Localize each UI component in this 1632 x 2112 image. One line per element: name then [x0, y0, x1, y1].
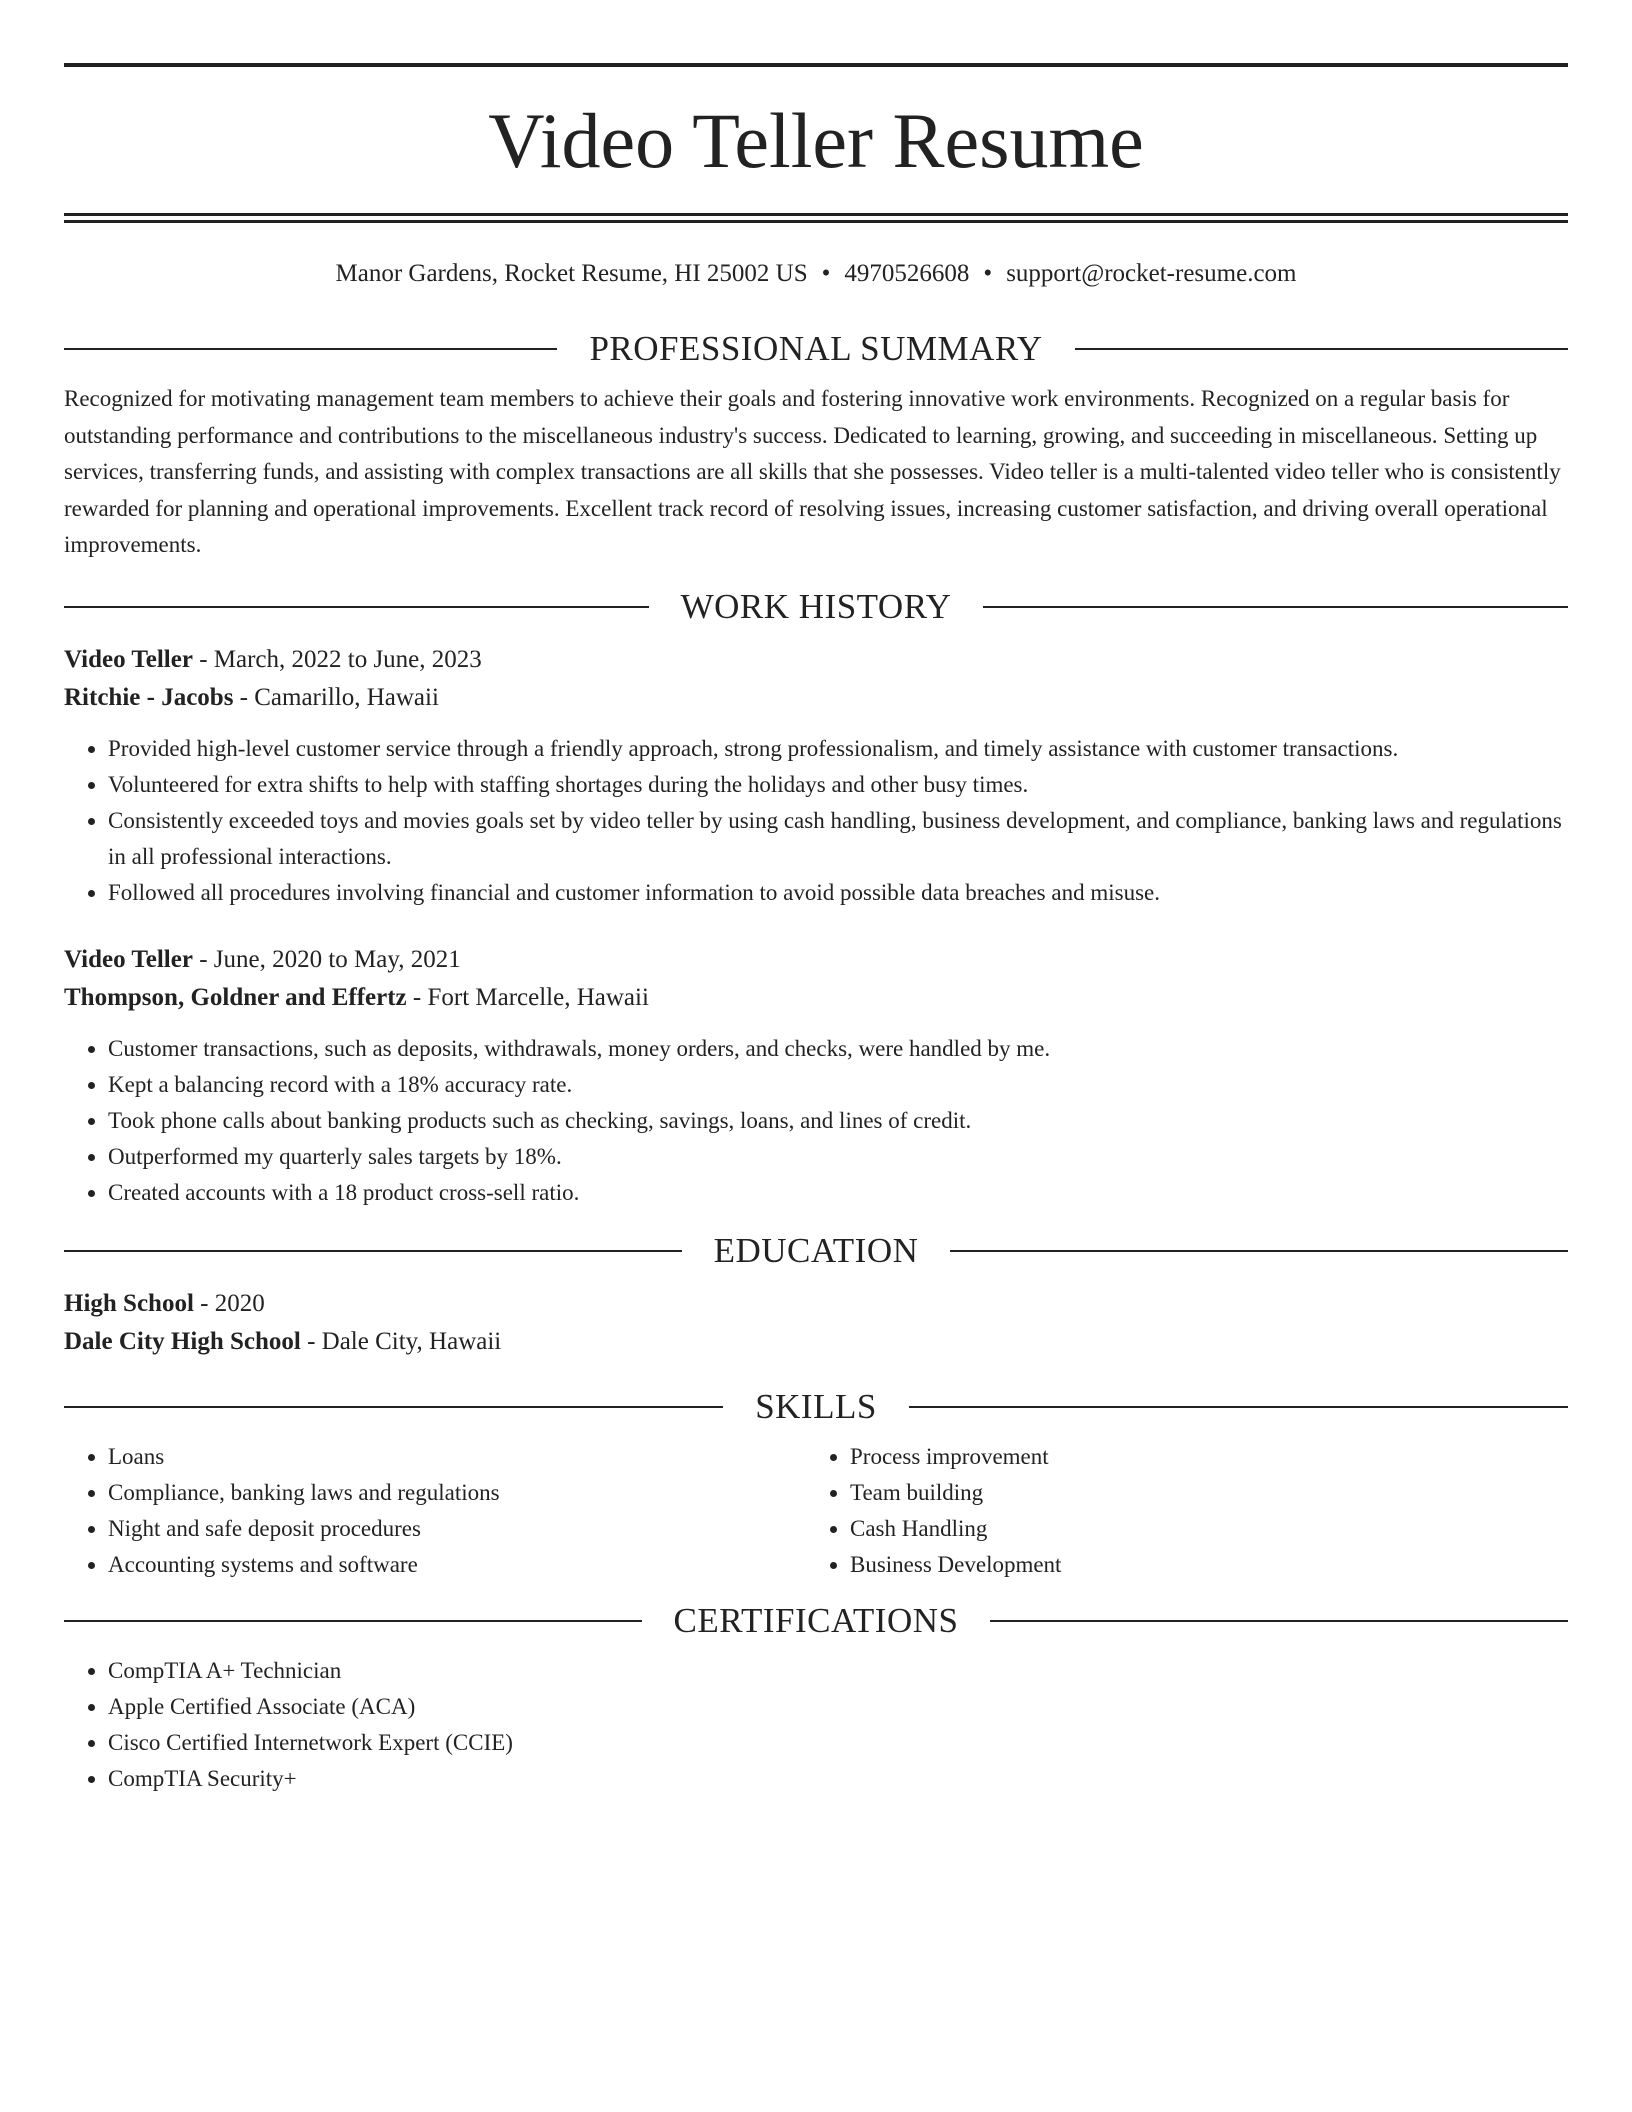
job-title-line: [64, 641, 1568, 679]
list-item: • Provided high-level customer service through a friendly approach, strong professionalism, and timely assistance with customer transactions.: [108, 731, 1568, 767]
top-rule: [64, 63, 1568, 67]
job-location: - Camarillo, Hawaii: [233, 683, 439, 711]
education-location: - Dale City, Hawaii: [300, 1327, 502, 1355]
list-item: • Consistently exceeded toys and movies goals set by video teller by using cash handling, business development, and compliance, banking laws and regulations in all professional interactions.: [108, 803, 1568, 875]
skills-columns: [64, 1439, 1568, 1583]
skills-section-header: [64, 1387, 1568, 1427]
section-rule-left: [64, 1406, 723, 1408]
list-item: • Created accounts with a 18 product cross-sell ratio.: [108, 1175, 1568, 1211]
list-item: • Process improvement: [850, 1439, 1548, 1475]
education-section-title: EDUCATION: [713, 1230, 919, 1270]
education-degree-line: [64, 1285, 1568, 1323]
section-rule-left: [64, 348, 557, 350]
list-item: • Followed all procedures involving financial and customer information to avoid possible data breaches and misuse.: [108, 875, 1568, 911]
job-location: - Fort Marcelle, Hawaii: [406, 983, 649, 1011]
job-title-line: [64, 941, 1568, 979]
skills-list-left: [64, 1439, 806, 1583]
job-dates: - June, 2020 to May, 2021: [192, 945, 461, 973]
job-company: Thompson, Goldner and Effertz: [64, 983, 407, 1011]
skills-list-right: [806, 1439, 1548, 1583]
list-item: • Team building: [850, 1475, 1548, 1511]
job-title: Video Teller: [64, 645, 193, 673]
certifications-list: [64, 1653, 1568, 1797]
section-rule-right: [990, 1620, 1568, 1622]
education-section-header: [64, 1231, 1568, 1271]
job-title: Video Teller: [64, 945, 193, 973]
education-year: - 2020: [193, 1289, 265, 1317]
list-item: • Business Development: [850, 1547, 1548, 1583]
title-double-rule: [64, 213, 1568, 223]
section-rule-left: [64, 1620, 642, 1622]
resume-title: Video Teller Resume: [488, 97, 1144, 184]
section-rule-left: [64, 606, 649, 608]
job-duties-list: [64, 731, 1568, 911]
list-item: • Compliance, banking laws and regulations: [108, 1475, 806, 1511]
list-item: • Loans: [108, 1439, 806, 1475]
resume-page: [64, 0, 1568, 1797]
job-company: Ritchie - Jacobs: [64, 683, 234, 711]
contact-phone: 4970526608: [844, 260, 970, 287]
work-section-header: [64, 587, 1568, 627]
education-degree: High School: [64, 1289, 194, 1317]
section-rule-right: [909, 1406, 1568, 1408]
education-entry: [64, 1285, 1568, 1361]
list-item: • Customer transactions, such as deposits, withdrawals, money orders, and checks, were handled by me.: [108, 1031, 1568, 1067]
job-company-line: [64, 679, 1568, 717]
section-rule-left: [64, 1250, 682, 1252]
list-item: • CompTIA Security+: [108, 1761, 1568, 1797]
list-item: • Night and safe deposit procedures: [108, 1511, 806, 1547]
summary-section-title: PROFESSIONAL SUMMARY: [589, 329, 1043, 368]
job-entry: [64, 641, 1568, 911]
job-duties-list: [64, 1031, 1568, 1211]
contact-email: support@rocket-resume.com: [1006, 260, 1297, 287]
certifications-block: [64, 1653, 1568, 1797]
certifications-section-title: CERTIFICATIONS: [673, 1600, 959, 1640]
work-section-title: WORK HISTORY: [680, 586, 952, 626]
education-school-line: [64, 1323, 1568, 1361]
list-item: • Volunteered for extra shifts to help with staffing shortages during the holidays and other busy times.: [108, 767, 1568, 803]
list-item: • Cisco Certified Internetwork Expert (CCIE): [108, 1725, 1568, 1761]
section-rule-right: [1075, 348, 1568, 350]
section-rule-right: [983, 606, 1568, 608]
list-item: • Accounting systems and software: [108, 1547, 806, 1583]
list-item: • CompTIA A+ Technician: [108, 1653, 1568, 1689]
list-item: • Apple Certified Associate (ACA): [108, 1689, 1568, 1725]
job-dates: - March, 2022 to June, 2023: [192, 645, 482, 673]
contact-address: Manor Gardens, Rocket Resume, HI 25002 US: [335, 260, 808, 287]
education-school: Dale City High School: [64, 1327, 301, 1355]
list-item: • Cash Handling: [850, 1511, 1548, 1547]
job-entry: [64, 941, 1568, 1211]
job-company-line: [64, 979, 1568, 1017]
list-item: • Took phone calls about banking products such as checking, savings, loans, and lines of credit.: [108, 1103, 1568, 1139]
summary-text: Recognized for motivating management team members to achieve their goals and fostering innovative work environments. Recognized on a regular basis for outstanding performance and contributions to the miscellaneous industry's success. Dedicated to learning, growing, and succeeding in miscellaneous. Setting up services, transferring funds, and assisting with complex transactions are all skills that she possesses. Video teller is a multi-talented video teller who is consistently rewarded for planning and operational improvements. Excellent track record of resolving issues, increasing customer satisfaction, and driving overall operational improvements.: [64, 386, 1561, 557]
summary-section-header: [64, 329, 1568, 369]
contact-separator: •: [983, 260, 993, 287]
list-item: • Kept a balancing record with a 18% accuracy rate.: [108, 1067, 1568, 1103]
contact-line: [64, 259, 1568, 289]
contact-separator: •: [821, 260, 831, 287]
section-rule-right: [950, 1250, 1568, 1252]
skills-section-title: SKILLS: [755, 1386, 877, 1426]
certifications-section-header: [64, 1601, 1568, 1641]
list-item: • Outperformed my quarterly sales targets by 18%.: [108, 1139, 1568, 1175]
